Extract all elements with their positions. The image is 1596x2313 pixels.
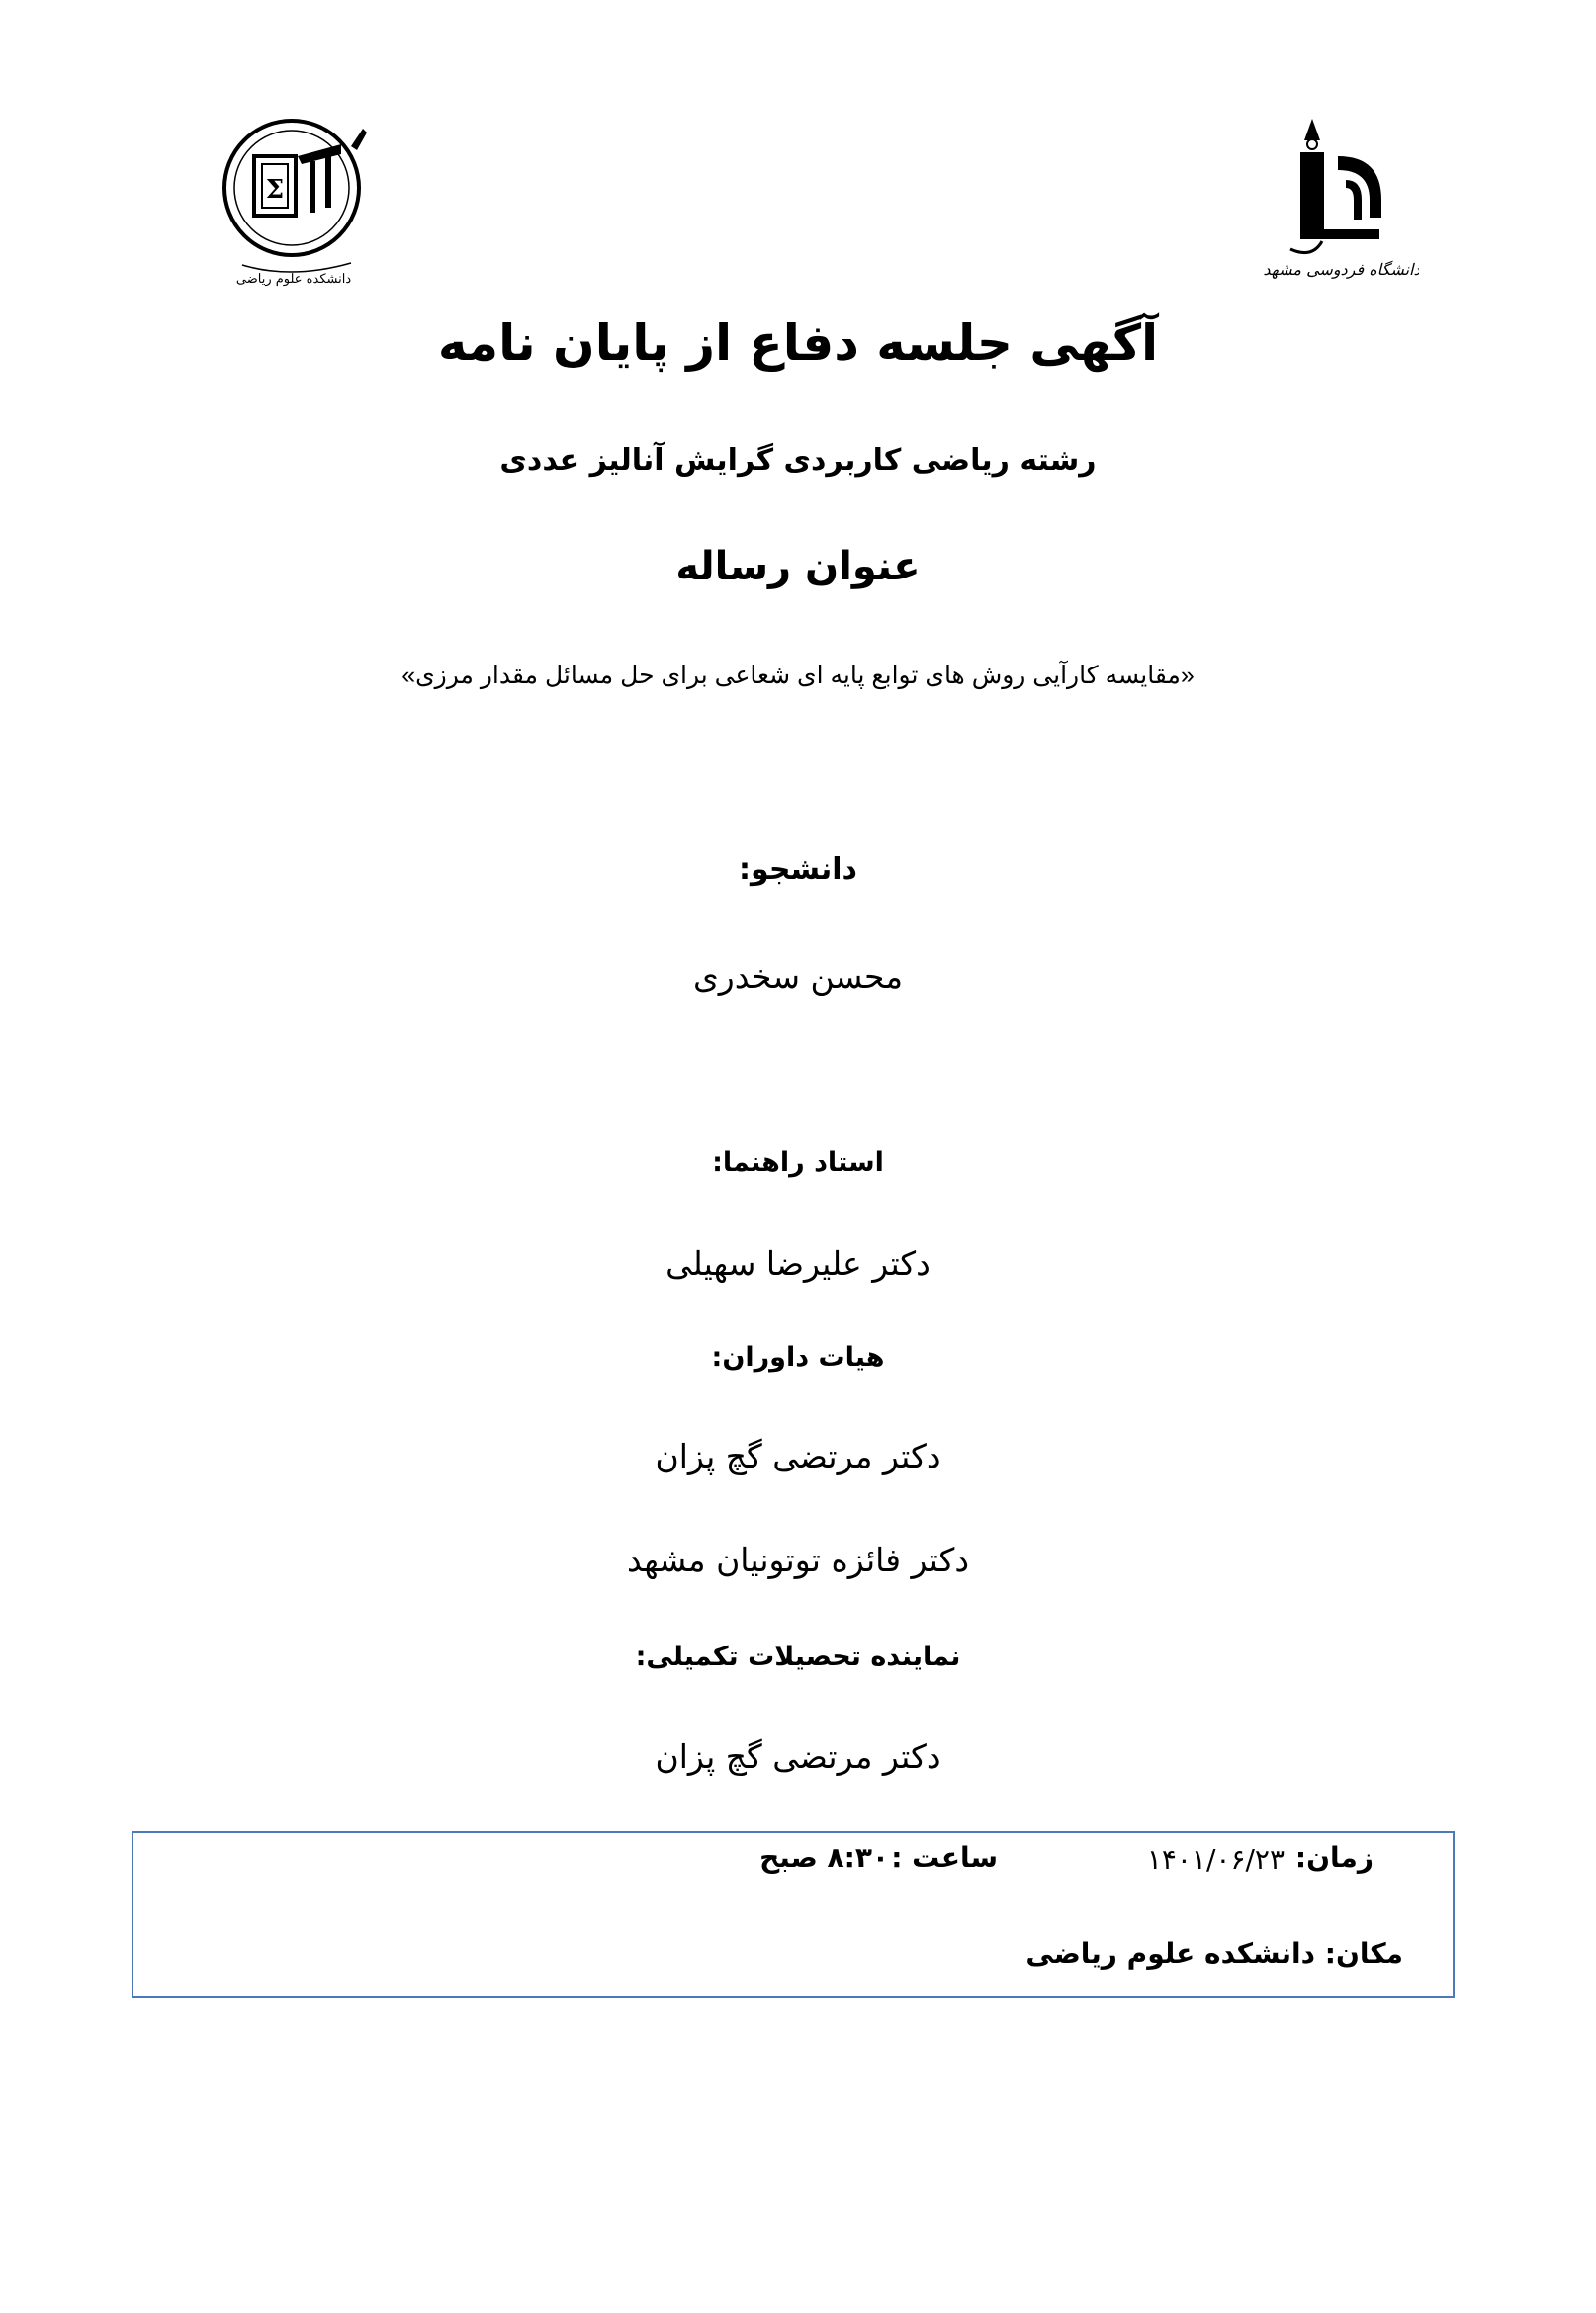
jury-label: هیات داوران: bbox=[711, 1342, 885, 1373]
advisor-label: استاد راهنما: bbox=[712, 1147, 884, 1178]
thesis-heading: عنوان رساله bbox=[675, 544, 921, 589]
student-name: محسن سخدری bbox=[692, 957, 904, 996]
university-logo-icon bbox=[1251, 111, 1419, 289]
svg-text:دانشکده علوم ریاضی: دانشکده علوم ریاضی bbox=[235, 272, 352, 287]
date-label: زمان: bbox=[1294, 1841, 1374, 1874]
time-value: ۸:۳۰ صبح bbox=[759, 1841, 889, 1874]
representative-name: دکتر مرتضی گچ پزان bbox=[655, 1737, 941, 1776]
field-of-study: رشته ریاضی کاربردی گرایش آنالیز عددی bbox=[499, 443, 1097, 478]
jury-member: دکتر مرتضی گچ پزان bbox=[655, 1437, 941, 1475]
faculty-logo bbox=[203, 107, 381, 295]
session-info-box bbox=[132, 1831, 1455, 1998]
svg-text:Σ: Σ bbox=[265, 175, 285, 205]
representative-label: نماینده تحصیلات تکمیلی: bbox=[635, 1642, 961, 1672]
date-value: ۱۴۰۱/۰۶/۲۳ bbox=[1146, 1843, 1285, 1876]
thesis-title: «مقایسه کارآیی روش های توابع پایه ای شعاعی برای حل مسائل مقدار مرزی» bbox=[401, 662, 1195, 689]
page-title: آگهی جلسه دفاع از پایان نامه bbox=[437, 314, 1159, 372]
student-label: دانشجو: bbox=[739, 852, 857, 887]
place-text: مکان: دانشکده علوم ریاضی bbox=[1025, 1937, 1403, 1970]
faculty-logo-icon bbox=[203, 107, 381, 295]
advisor-name: دکتر علیرضا سهیلی bbox=[665, 1244, 931, 1283]
university-logo bbox=[1251, 111, 1419, 289]
svg-text:دانشگاه فردوسی مشهد: دانشگاه فردوسی مشهد bbox=[1263, 260, 1419, 279]
time-label: ساعت : bbox=[891, 1841, 998, 1874]
jury-member: دکتر فائزه توتونیان مشهد bbox=[626, 1541, 970, 1579]
